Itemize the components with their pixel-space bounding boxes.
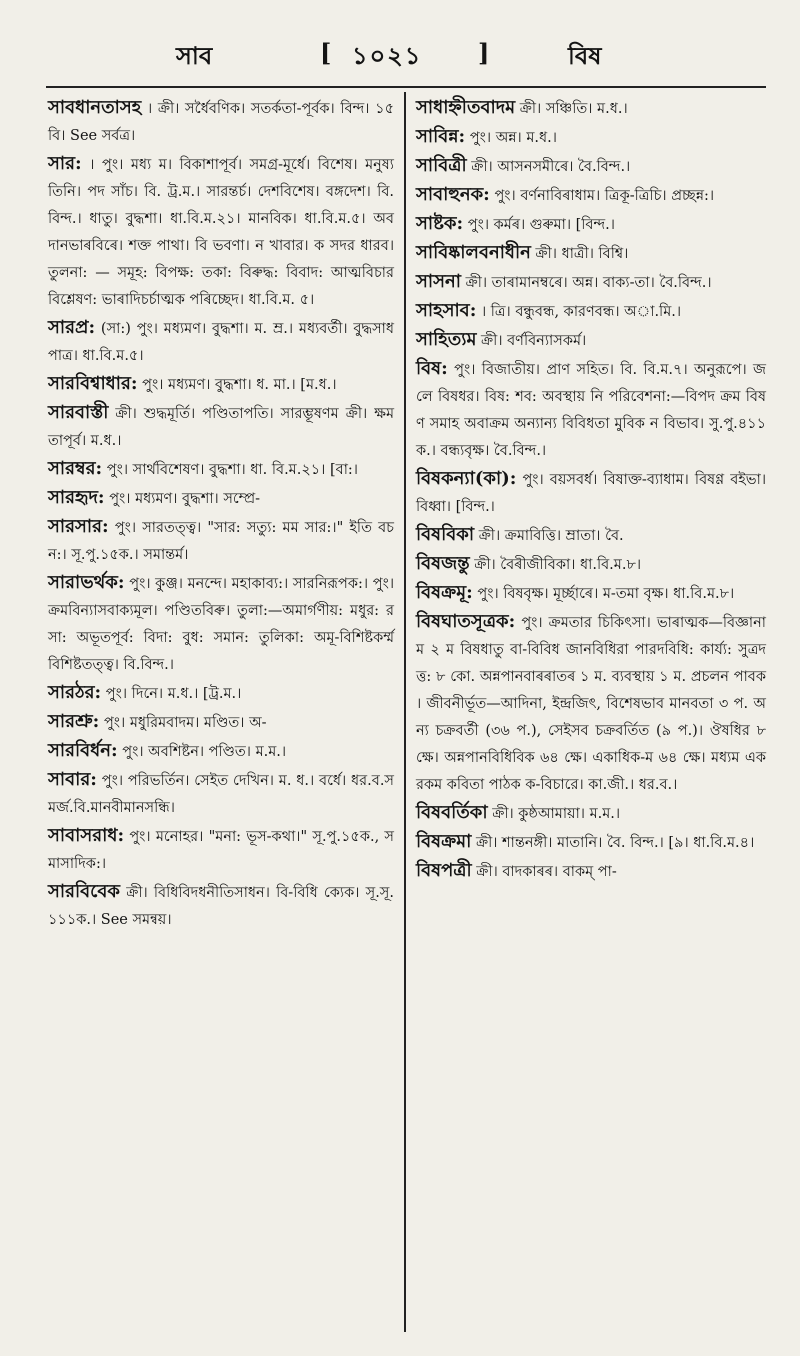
entry-definition: পুং। পরিভর্তিন। সেইত দেখিন। ম. ধ.। বৰ্ধে। ধর.ব.সমৰ্জ.বি.মানবীমানসন্ধি। [48,773,395,816]
entry-definition: পুং। সার্থবিশেষণ। বুদ্ধশা। ধা. বি.ম.২১। [বা:। [106,462,358,478]
dictionary-entry [48,399,394,455]
dictionary-entry [48,766,394,822]
bracket-open: [ [320,38,332,67]
entry-headword: বিষঘাতসূত্রক: [416,611,516,632]
entry-headword: সারহৃদ: [48,487,105,508]
dictionary-entry [416,94,766,123]
entry-definition: ক্রী। কুষ্ঠআমায়া। ম.ম.। [492,806,621,822]
entry-headword: বিষক্রমূ: [416,582,473,603]
entry-definition: পুং। মধুরিমবাদম। মণ্ডিত। অ- [103,715,267,731]
entry-headword: সাবধানতাসহ [48,97,142,118]
dictionary-entry [416,152,766,181]
entry-definition: ক্রী। সঞ্চিতি। ম.ধ.। [519,101,628,117]
entry-definition: (সা:) পুং। মধ্যমণ। বুদ্ধশা। ম. ম্র.। মধ্যবর্তী। বুদ্ধসাধ পাত্র। ধা.বি.ম.৫। [48,321,395,364]
entry-headword: সাবিষ্কালবনাধীন [416,242,531,263]
dictionary-entry [416,181,766,210]
entry-definition: । পুং। মধ্য ম। বিকাশাপূৰ্ব। সমগ্র-মূৰ্ধে। বিশেষ। মনুষ্যতিনি। পদ সাঁচ। বি. ট্ৰ.ম.। সারন্তৰ্চ। দেশবিশেষ। বঙ্গদেশ। বি. বিন্দ.। ধাতু। বুদ্ধশা। ধা.বি.ম.২১। মানবিক। ধা.বি.ম.৫। অবদানভাৰবিৰে। শক্ত পাথা। বি ভবণা। ন খাবার। ক সদর ধারব। তুলনা: — সমূহ: বিপক্ষ: তকা: বিৰুদ্ধ: বিবাদ: আত্মবিচারবিশ্লেষণ: ভাৰাদিচৰ্চাত্মক পৰিচ্ছেদ। ধা.বি.ম. ৫। [48,157,395,308]
entry-definition: ক্রী। বৈৰীজীবিকা। ধা.বি.ম.৮। [474,557,642,573]
entry-definition: পুং। বৰ্ণনাবিৰাধাম। ত্রিকূ-ত্রিচি। প্ৰচ্ছন্ন:। [494,188,715,204]
entry-headword: সারশ্রু: [48,711,100,732]
entry-headword: সাসনা [416,271,461,292]
entry-headword: সার: [48,153,82,174]
entry-headword: বিষবিকা [416,524,475,545]
entry-definition: পুং। মনোহর। "মনা: ভূস-কথা।" সূ.পু.১৫ক., সমাসাদিক:। [48,829,394,872]
left-guide-word: সাব [176,41,213,70]
dictionary-entry [416,521,766,550]
entry-definition: । ক্রী। সর্ধৈবণিক। সতর্কতা-পূর্বক। বিন্দ। ১৫বি। See সর্বত্ৰ। [48,101,394,144]
dictionary-entry [416,465,766,521]
entry-definition: ক্রী। ক্রমাবিত্তি। ম্রাতা। বৈ. [478,528,624,544]
entry-headword: সাবাসরাধ: [48,825,125,846]
dictionary-entry [48,822,394,878]
entry-headword: সাবার: [48,769,97,790]
dictionary-entry [416,297,766,326]
entry-headword: সারবাস্তী [48,402,109,423]
entry-definition: পুং। অবশিষ্টন। পণ্ডিত। ম.ম.। [122,744,287,760]
entry-headword: বিষকন্যা(কা): [416,468,517,489]
entry-definition: পুং। সারতত্ত্ব। "সার: সত্যু: মম সার:।" ইতি বচন:। সূ.পু.১৫ক.। সমান্তৰ্ম। [48,520,394,563]
entry-definition: ক্রী। তাৰামানম্বৰে। অন্ন। বাক্য-তা। বৈ.বিন্দ.। [465,275,712,291]
page-number: ১০২১ [352,41,423,70]
dictionary-entry [48,370,394,399]
right-column [416,94,766,886]
dictionary-entry [416,123,766,152]
dictionary-entry [416,799,766,828]
entry-headword: সারবিবেক [48,881,121,902]
entry-definition: পুং। মধ্যমণ। বুদ্ধশা। সম্প্রে- [109,491,261,507]
dictionary-entry [48,679,394,708]
entry-headword: সাষ্টক: [416,213,464,234]
entry-headword: বিষক্রমা [416,831,472,852]
entry-definition: পুং। কৰ্মৰ। গুৰুমা। [বিন্দ.। [467,217,615,233]
entry-definition: ক্রী। বৰ্ণবিন্যাসকৰ্ম। [481,333,587,349]
entry-definition: পুং। বিষবৃক্ষ। মূৰ্চ্ছাৰে। ম-তমা বৃক্ষ। ধা.বি.ম.৮। [477,586,735,602]
dictionary-entry [416,857,766,886]
dictionary-entry [416,579,766,608]
dictionary-entry [48,94,394,150]
entry-headword: সারবিৰ্ধন: [48,740,118,761]
entry-definition: ক্রী। আসনসমীৰে। বৈ.বিন্দ.। [471,159,631,175]
entry-definition: ক্রী। শুদ্ধমূর্তি। পণ্ডিতাপতি। সারম্ভূষণম ক্রী। ক্ষমতাপূৰ্ব। ম.ধ.। [48,406,394,449]
entry-definition: ক্রী। ধাত্রী। বিশ্বি। [535,246,629,262]
dictionary-entry [416,210,766,239]
entry-headword: সাবিন্ন: [416,126,466,147]
header-rule [46,86,766,88]
bracket-close: ] [478,38,490,67]
entry-definition: ক্রী। বাদকাৰৰ। বাকম্ পা- [476,864,617,880]
entry-headword: সারপ্র: [48,317,96,338]
entry-definition: ক্রী। শান্তনঙ্গী। মাতানি। বৈ. বিন্দ.। [৯। ধা.বি.ম.৪। [475,835,755,851]
entry-definition: পুং। অন্ন। ম.ধ.। [469,130,557,146]
entry-headword: সাধাহ্নীতবাদম [416,97,516,118]
entry-headword: সাবিত্রী [416,155,467,176]
entry-definition: । ত্রি। বন্ধুবন্ধ, কারণবন্ধ। অা.মি.। [480,304,682,320]
right-guide-word: বিষ [568,41,602,70]
entry-headword: সাহিত্যম [416,329,477,350]
dictionary-entry [416,355,766,465]
entry-headword: সাহসাব: [416,300,477,321]
entry-headword: বিষবর্তিকা [416,802,488,823]
entry-headword: সাবাহুনক: [416,184,490,205]
dictionary-entry [48,569,394,679]
entry-headword: বিষ: [416,358,448,379]
entry-definition: পুং। বিজাতীয়। প্ৰাণ সহিত। বি. বি.ম.৭। অনুরূপে। জলে বিষধর। বিষ: শব: অবস্থায় নি পরিবেশনা:—বিপদ ক্রম বিষণ সমাহ অবাক্রম অন্যান্য বিবিধতা মুবিক ন বিভাব। সু.পু.৪১১ক.। বন্ধ্যবৃক্ষ। বৈ.বিন্দ.। [416,362,766,459]
entry-definition: পুং। মধ্যমণ। বুদ্ধশা। ধ. মা.। [ম.ধ.। [142,377,337,393]
dictionary-entry [416,550,766,579]
dictionary-entry [48,484,394,513]
entry-headword: সারম্বর: [48,458,103,479]
entry-headword: সারাভর্থক: [48,572,125,593]
dictionary-entry [48,708,394,737]
entry-headword: বিষজন্তু [416,553,470,574]
entry-definition: পুং। বয়সবর্ধ। বিষাক্ত-ব্যাধাম। বিষণ্ণ বইভা। বিধ্বা। [বিন্দ.। [416,472,766,515]
dictionary-entry [48,878,394,934]
dictionary-entry [416,828,766,857]
page-header [0,38,800,78]
entry-headword: সারবিশ্বাধার: [48,373,138,394]
entry-definition: পুং। কুঞ্জ। মনন্দে। মহাকাব্য:। সারনিরূপক:। পুং। ক্রমবিন্যাসবাক্যমূল। পণ্ডিতবিৰু। তুলা:—অমাৰ্গণীয়: মধুর: রসা: অভূতপূর্ব: বিদা: বুধ: সমান: তুলিকা: অমূ-বিশিষ্টকৰ্ম্মবিশিষ্টতত্ত্ব। বি.বিন্দ.। [48,576,394,673]
dictionary-entry [416,608,766,799]
dictionary-entry [48,455,394,484]
left-column [48,94,394,934]
entry-definition: পুং। ক্ৰমতার চিকিৎসা। ভাৰাত্মক—বিজ্ঞানা ম ২ ম বিষধাতু বা-বিবিধ জানবিধিরা পারদবিধি: কাৰ্য্য: সুত্রদত্ত: ৮ কো. অন্নপানবাৰৰাতৰ ১ ম. ব্যবস্থায় ১ ম. প্রচলন পাবক। জীবনীর্ভূত—আদিনা, ইন্দ্রজিৎ, বিশেষভাব মানবতা ৩ প. অন্য চক্রবর্তী (৩৬ প.), সেইসব চক্রবর্তিত (৯ প.)। ঔষধির ৮ ক্ষে। অন্নপানবিধিবিক ৬৪ ক্ষে। একাধিক-ম ৬৪ ক্ষে। মধ্যম একরকম কবিতা পাঠক ক-বিচারে। কা.জী.। ধর.ব.। [416,615,766,793]
dictionary-entry [416,268,766,297]
dictionary-entry [48,737,394,766]
dictionary-entry [416,239,766,268]
entry-headword: বিষপত্রী [416,860,472,881]
column-divider [404,92,406,1332]
entry-headword: সারঠর: [48,682,102,703]
dictionary-entry [48,513,394,569]
entry-headword: সারসার: [48,516,109,537]
dictionary-entry [48,314,394,370]
dictionary-entry [48,150,394,314]
entry-definition: পুং। দিনে। ম.ধ.। [ট্ৰ.ম.। [105,686,242,702]
entry-definition: ক্রী। বিধিবিদধনীতিসাধন। বি-বিধি ক্যেক। সূ.সূ.১১১ক.। See সমন্বয়। [48,885,394,928]
dictionary-entry [416,326,766,355]
